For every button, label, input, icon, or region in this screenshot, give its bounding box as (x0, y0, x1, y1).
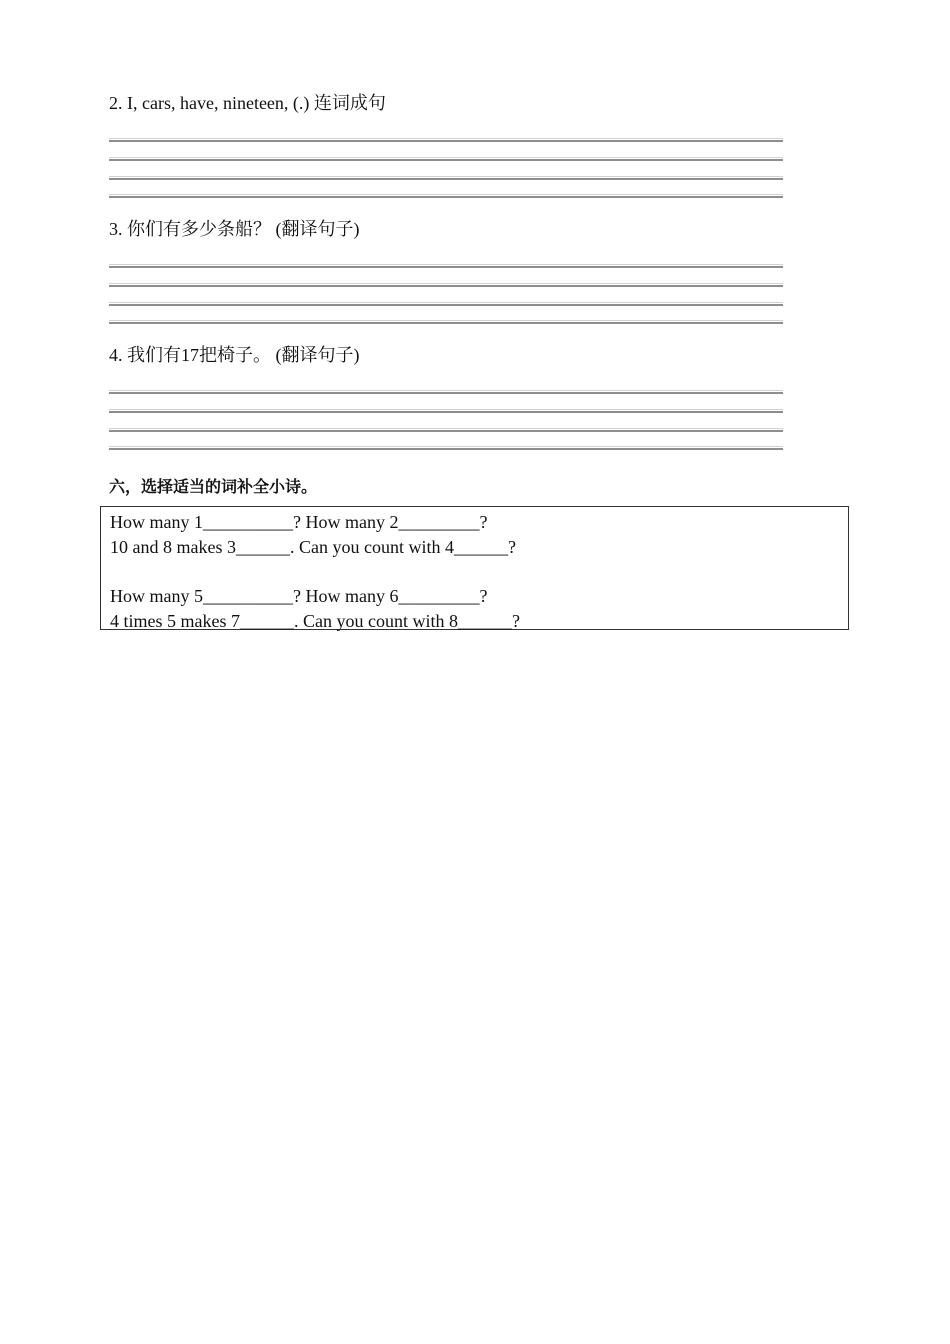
answer-rule (109, 283, 783, 287)
answer-rule (109, 446, 783, 450)
answer-rule (109, 302, 783, 306)
poem-line[interactable]: How many 1__________? How many 2_________? (110, 512, 488, 532)
answer-rule (109, 320, 783, 324)
answer-lines-q2[interactable] (109, 138, 783, 200)
poem-line[interactable]: 4 times 5 makes 7______. Can you count with 8______? (110, 611, 520, 631)
poem-line[interactable]: 10 and 8 makes 3______. Can you count with 4______? (110, 537, 516, 557)
poem-box (100, 506, 849, 630)
answer-rule (109, 264, 783, 268)
answer-rule (109, 390, 783, 394)
answer-lines-q3[interactable] (109, 264, 783, 326)
question-3-prompt: 3. 你们有多少条船？ (翻译句子) (109, 219, 360, 239)
answer-lines-q4[interactable] (109, 390, 783, 452)
answer-rule (109, 157, 783, 161)
answer-rule (109, 138, 783, 142)
question-4-prompt: 4. 我们有17把椅子。 (翻译句子) (109, 345, 360, 365)
question-2-prompt: 2. I, cars, have, nineteen, (.) 连词成句 (109, 93, 386, 113)
answer-rule (109, 428, 783, 432)
section-6-title: 六，选择适当的词补全小诗。 (109, 477, 318, 496)
answer-rule (109, 176, 783, 180)
answer-rule (109, 409, 783, 413)
poem-line[interactable]: How many 5__________? How many 6_________? (110, 586, 488, 606)
answer-rule (109, 194, 783, 198)
